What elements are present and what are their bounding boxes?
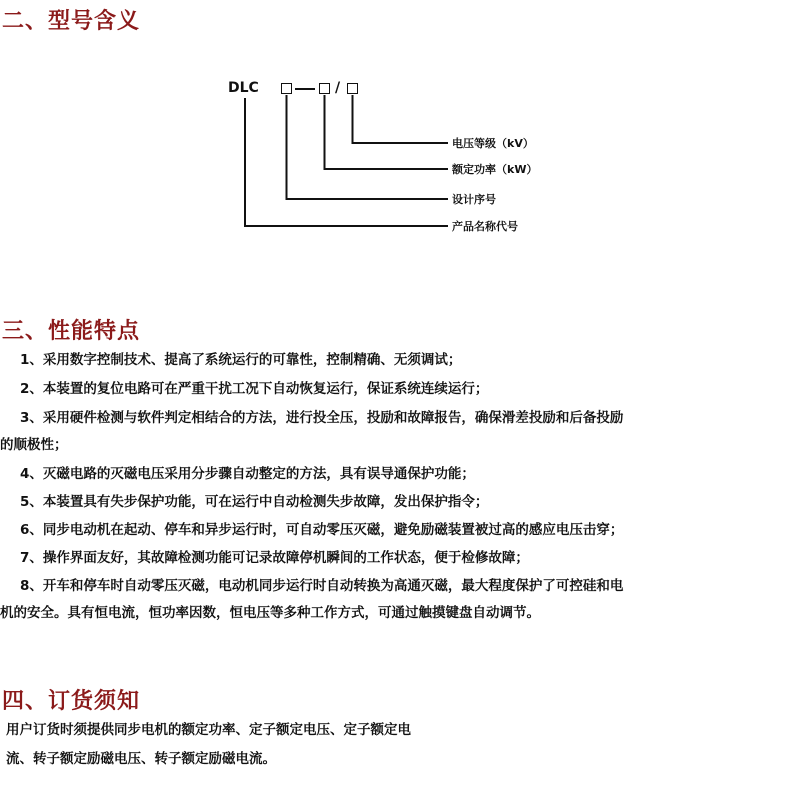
feature-item-6: 6、同步电动机在起动、停车和异步运行时，可自动零压灭磁，避免励磁装置被过高的感应电压击穿； — [20, 522, 624, 538]
feature-item-3: 3、采用硬件检测与软件判定相结合的方法，进行投全压，投励和故障报告，确保滑差投励和后备投励 — [20, 410, 624, 426]
legend-voltage-level: 电压等级（kV） — [452, 137, 534, 150]
feature-item-8-continued: 机的安全。具有恒电流，恒功率因数，恒电压等多种工作方式，可通过触摸键盘自动调节。 — [0, 605, 540, 621]
feature-item-4: 4、灭磁电路的灭磁电压采用分步骤自动整定的方法，具有误导通保护功能； — [20, 466, 475, 482]
model-code-diagram — [0, 0, 800, 260]
feature-item-5: 5、本装置具有失步保护功能，可在运行中自动检测失步故障，发出保护指令； — [20, 494, 489, 510]
model-prefix: DLC — [228, 80, 259, 96]
code-slash: / — [335, 80, 341, 96]
ordering-text-line-2: 流、转子额定励磁电压、转子额定励磁电流。 — [6, 751, 276, 767]
feature-item-1: 1、采用数字控制技术、提高了系统运行的可靠性，控制精确、无须调试； — [20, 352, 462, 368]
section-title-ordering: 四、订货须知 — [2, 689, 141, 714]
feature-item-2: 2、本装置的复位电路可在严重干扰工况下自动恢复运行，保证系统连续运行； — [20, 381, 489, 397]
connector-voltage — [353, 95, 449, 143]
legend-product-code: 产品名称代号 — [452, 220, 518, 233]
section-title-model: 二、型号含义 — [2, 9, 141, 34]
connector-power — [325, 95, 449, 169]
section-title-features: 三、性能特点 — [2, 319, 141, 344]
legend-rated-power: 额定功率（kW） — [452, 163, 538, 176]
feature-item-7: 7、操作界面友好，其故障检测功能可记录故障停机瞬间的工作状态，便于检修故障； — [20, 550, 529, 566]
legend-design-number: 设计序号 — [452, 193, 496, 206]
ordering-text-line-1: 用户订货时须提供同步电机的额定功率、定子额定电压、定子额定电 — [6, 722, 411, 738]
feature-item-3-continued: 的顺极性； — [0, 437, 68, 453]
feature-item-8: 8、开车和停车时自动零压灭磁，电动机同步运行时自动转换为高通灭磁，最大程度保护了可控硅和电 — [20, 578, 624, 594]
connector-lines — [0, 0, 800, 260]
connector-product — [245, 98, 448, 226]
connector-design — [287, 95, 449, 199]
